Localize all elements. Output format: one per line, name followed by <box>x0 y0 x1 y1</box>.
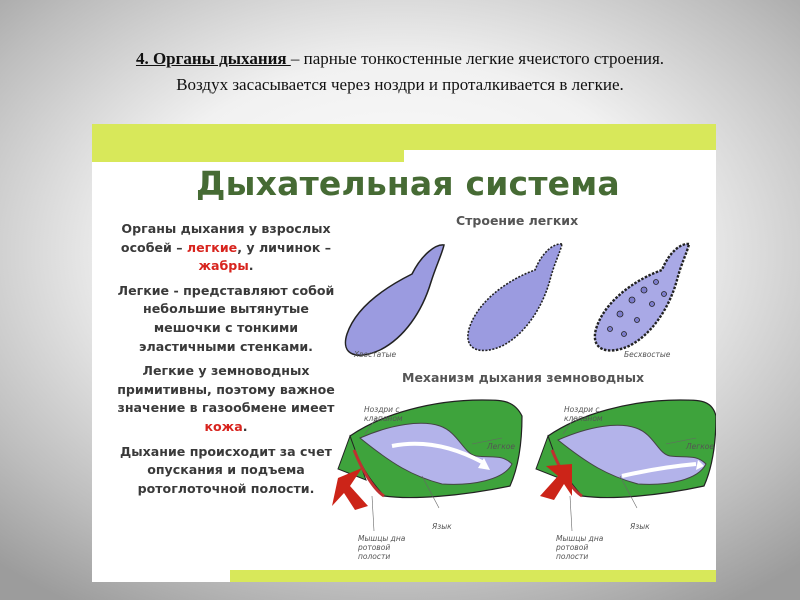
caption-lead: 4. Органы дыхания <box>135 49 291 68</box>
slide-title: Дыхательная система <box>196 164 620 203</box>
paragraph-organs: Органы дыхания у взрослых особей – легкие, у личинок – жабры. <box>120 221 332 274</box>
paragraph-breathing: Дыхание происходит за счет опускания и подъема ротоглоточной полости. <box>120 443 332 496</box>
lungs-structure-title: Строение легких <box>456 213 579 228</box>
lung-label-tailed: Хвостатые <box>354 350 397 359</box>
caption-line-2: Воздух засасывается через ноздри и проталкивается в легкие. <box>176 75 624 94</box>
label-tongue-2: Язык <box>630 522 650 531</box>
slide-caption <box>0 46 800 98</box>
inserted-slide-image <box>92 124 716 582</box>
label-muscles-1: Мышцы дна ротовой полости <box>358 534 406 561</box>
head-diagram-1 <box>332 400 522 510</box>
paragraph-primitive: Легкие у земноводных примитивны, поэтому важное значение в газообмене имеет кожа. <box>117 363 335 434</box>
caption-rest: – парные тонкостенные легкие ячеистого строения. <box>290 49 665 68</box>
label-lung-1: Легкое <box>487 442 515 451</box>
label-lung-2: Легкое <box>686 442 714 451</box>
paragraph-lungs: Легкие - представляют собой небольшие вытянутые мешочки с тонкими эластичными стенками. <box>117 282 335 354</box>
label-muscles-2: Мышцы дна ротовой полости <box>556 534 604 561</box>
lung-textured <box>468 244 562 351</box>
label-tongue-1: Язык <box>432 522 452 531</box>
breathing-mechanism-title: Механизм дыхания земноводных <box>402 370 645 385</box>
illustration-layer <box>92 124 716 582</box>
lung-label-tailless: Бесхвостые <box>624 350 671 359</box>
caption-line-1 <box>0 46 800 72</box>
label-nostrils-2: Ноздри с клапаном <box>564 405 603 423</box>
lung-alveolar <box>595 244 689 351</box>
label-nostrils-1: Ноздри с клапаном <box>364 405 403 423</box>
lung-smooth <box>345 245 444 355</box>
